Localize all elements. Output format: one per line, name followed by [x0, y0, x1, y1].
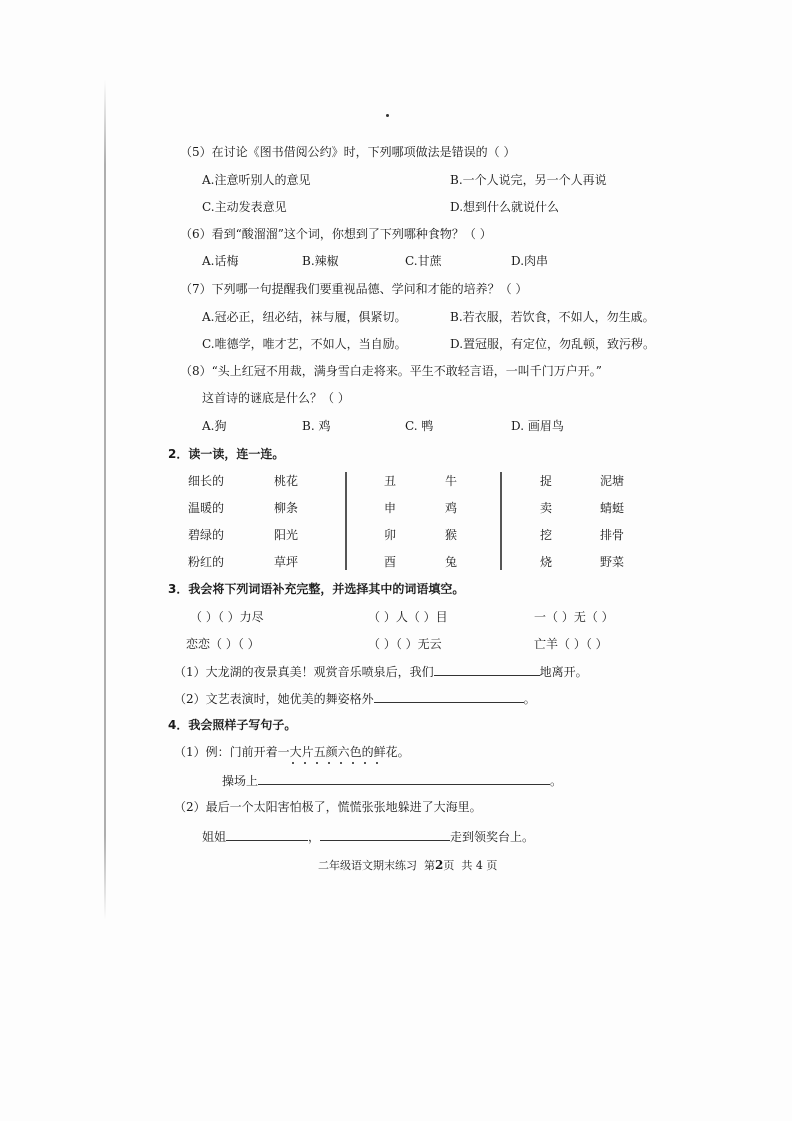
q6-option-b: B.辣椒	[302, 254, 339, 268]
column-divider	[345, 472, 347, 570]
write-line-2-lead: 姐姐	[202, 830, 227, 844]
answer-blank[interactable]	[320, 828, 450, 841]
match-word: 柳条	[274, 501, 299, 515]
answer-blank[interactable]	[434, 663, 540, 676]
q5-option-c: C.主动发表意见	[202, 200, 287, 214]
q5-option-b: B.一个人说完，另一个人再说	[450, 173, 607, 187]
match-word: 排骨	[600, 528, 625, 542]
q6-option-c: C.甘蔗	[405, 254, 442, 268]
section2-title: 2．读一读，连一连。	[168, 447, 285, 461]
q7-option-a: A.冠必正，纽必结，袜与履，俱紧切。	[202, 310, 407, 324]
write-line-2-end: 走到领奖台上。	[450, 830, 535, 844]
scan-edge-line	[104, 80, 106, 920]
write-line-2-comma: ，	[308, 830, 321, 844]
example-sentence-1: （1）例：门前开着一大片五颜六色的鲜花。	[174, 745, 410, 759]
q6-stem: （6）看到“酸溜溜”这个词，你想到了下列哪种食物？（ ）	[180, 227, 492, 241]
footer-page-suffix: 页	[443, 859, 455, 872]
q6-option-d: D.肉串	[511, 254, 549, 268]
match-word: 阳光	[274, 528, 299, 542]
fill-sentence-1-end: 地离开。	[539, 665, 588, 679]
footer-subject: 二年级语文期末练习	[318, 859, 417, 872]
idiom-blank: 亡羊（ ）（ ）	[534, 637, 608, 651]
q8-stem: （8）“头上红冠不用裁，满身雪白走将来。平生不敢轻言语，一叫千门万户开。”	[180, 364, 602, 378]
fill-sentence-2-end: 。	[523, 692, 536, 706]
match-word: 兔	[445, 555, 458, 569]
q8-option-b: B. 鸡	[302, 419, 331, 433]
footer-page-total: 共 4 页	[461, 859, 498, 872]
match-word: 野菜	[600, 555, 625, 569]
match-word: 碧绿的	[188, 528, 225, 542]
match-word: 烧	[540, 555, 553, 569]
q7-option-d: D.置冠服，有定位，勿乱顿，致污秽。	[450, 337, 656, 351]
page-footer	[318, 857, 497, 874]
match-word: 卯	[384, 528, 397, 542]
match-word: 牛	[445, 474, 458, 488]
write-line-2	[202, 828, 534, 845]
fill-sentence-2-text: （2）文艺表演时，她优美的舞姿格外	[174, 692, 374, 706]
write-line-1-lead: 操场上	[222, 774, 259, 788]
fill-sentence-1	[174, 663, 588, 680]
answer-blank[interactable]	[258, 772, 550, 785]
q8-option-d: D. 画眉鸟	[511, 419, 564, 433]
match-word: 草坪	[274, 555, 299, 569]
match-word: 温暖的	[188, 501, 225, 515]
match-word: 蜻蜓	[600, 501, 625, 515]
match-word: 猴	[445, 528, 458, 542]
match-word: 泥塘	[600, 474, 625, 488]
q7-option-c: C.唯德学，唯才艺，不如人，当自励。	[202, 337, 407, 351]
fill-sentence-2	[174, 690, 536, 707]
q5-option-d: D.想到什么就说什么	[450, 200, 560, 214]
match-word: 挖	[540, 528, 553, 542]
answer-blank[interactable]	[374, 690, 524, 703]
section3-title: 3．我会将下列词语补充完整，并选择其中的词语填空。	[168, 582, 465, 596]
idiom-blank: 恋恋（ ）（ ）	[186, 637, 260, 651]
footer-page-number: 2	[435, 858, 444, 872]
match-word: 酉	[384, 555, 397, 569]
answer-blank[interactable]	[226, 828, 308, 841]
footer-page-prefix: 第	[424, 859, 435, 872]
idiom-blank: （ ）人（ ）目	[368, 610, 448, 624]
q5-option-a: A.注意听别人的意见	[202, 173, 311, 187]
write-line-1-end: 。	[550, 774, 563, 788]
idiom-blank: （ ）（ ）无云	[368, 637, 442, 651]
q8-option-c: C. 鸭	[405, 419, 434, 433]
match-word: 桃花	[274, 474, 299, 488]
scan-speck	[386, 114, 389, 117]
match-word: 鸡	[445, 501, 458, 515]
q6-option-a: A.话梅	[202, 254, 239, 268]
q5-stem: （5）在讨论《图书借阅公约》时，下列哪项做法是错误的（ ）	[180, 145, 516, 159]
q8-subquestion: 这首诗的谜底是什么？（ ）	[202, 391, 350, 405]
q7-option-b: B.若衣服，若饮食，不如人，勿生戚。	[450, 310, 655, 324]
section4-title: 4．我会照样子写句子。	[168, 718, 297, 732]
q8-option-a: A.狗	[202, 419, 227, 433]
match-word: 粉红的	[188, 555, 225, 569]
match-word: 丑	[384, 474, 397, 488]
match-word: 卖	[540, 501, 553, 515]
example-sentence-2: （2）最后一个太阳害怕极了，慌慌张张地躲进了大海里。	[174, 800, 482, 814]
match-word: 申	[384, 501, 397, 515]
fill-sentence-1-text: （1）大龙湖的夜景真美！观赏音乐喷泉后，我们	[174, 665, 434, 679]
idiom-blank: （ ）（ ）力尽	[190, 610, 264, 624]
write-line-1	[222, 772, 562, 789]
column-divider	[500, 472, 502, 570]
idiom-blank: 一（ ）无（ ）	[534, 610, 614, 624]
match-word: 细长的	[188, 474, 225, 488]
match-word: 捉	[540, 474, 553, 488]
q7-stem: （7）下列哪一句提醒我们要重视品德、学问和才能的培养？（ ）	[180, 282, 528, 296]
